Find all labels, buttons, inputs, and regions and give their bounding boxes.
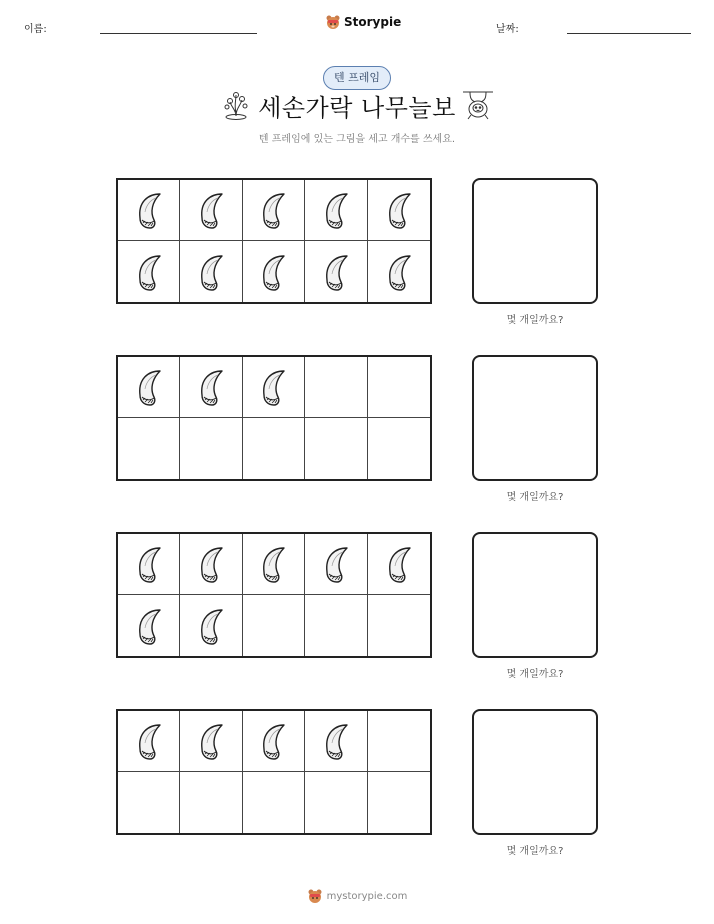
ten-frame [116,709,432,835]
claw-icon [256,544,290,584]
claw-icon [194,606,228,646]
ten-frame-cell [180,418,242,479]
claw-icon [194,721,228,761]
ten-frame-cell [243,772,305,833]
ten-frame-cell [118,180,180,241]
claw-icon [132,721,166,761]
claw-icon [382,190,416,230]
topic-badge: 텐 프레임 [323,66,391,90]
ten-frame-cell [243,711,305,772]
ten-frame-cell [118,241,180,302]
answer-box[interactable] [472,532,598,658]
logo-text: Storypie [344,15,402,29]
instructions: 텐 프레임에 있는 그림을 세고 개수를 쓰세요. [258,134,456,145]
ten-frame-cell [368,241,430,302]
claw-icon [319,544,353,584]
ten-frame-cell [118,711,180,772]
claw-icon [382,544,416,584]
count-question: 몇 개일까요? [506,669,564,680]
ten-frame-cell [180,241,242,302]
count-question: 몇 개일까요? [506,315,564,326]
ten-frame-cell [243,595,305,656]
footer-url: mystorypie.com [326,890,408,902]
answer-box[interactable] [472,709,598,835]
count-question: 몇 개일까요? [506,492,564,503]
ten-frame-cell [180,180,242,241]
ten-frame-cell [118,772,180,833]
date-label: 날짜: [496,24,519,35]
ten-frame [116,178,432,304]
claw-icon [256,252,290,292]
answer-box[interactable] [472,178,598,304]
claw-icon [256,721,290,761]
ten-frame-cell [180,772,242,833]
claw-icon [194,544,228,584]
claw-icon [132,606,166,646]
ten-frame-cell [243,241,305,302]
name-line[interactable] [100,33,257,34]
claw-icon [319,190,353,230]
ten-frame-cell [243,418,305,479]
claw-icon [132,544,166,584]
claw-icon [194,190,228,230]
ten-frame-cell [180,595,242,656]
ten-frame-cell [305,534,367,595]
ten-frame-cell [180,711,242,772]
ten-frame-cell [118,534,180,595]
ten-frame-cell [180,357,242,418]
claw-icon [319,252,353,292]
date-line[interactable] [567,33,691,34]
name-label: 이름: [24,24,47,35]
claw-icon [132,367,166,407]
storypie-logo [325,14,401,30]
storypie-bear-icon [325,14,341,30]
ten-frame-cell [368,180,430,241]
claw-icon [194,252,228,292]
ten-frame-cell [305,418,367,479]
ten-frame-cell [368,711,430,772]
ten-frame-cell [305,711,367,772]
claw-icon [132,190,166,230]
count-question: 몇 개일까요? [506,846,564,857]
ten-frame-cell [305,772,367,833]
ten-frame-cell [243,357,305,418]
sloth-icon [461,88,495,122]
ten-frame [116,355,432,481]
claw-icon [319,721,353,761]
ten-frame [116,532,432,658]
claw-icon [382,252,416,292]
ten-frame-cell [118,357,180,418]
answer-box[interactable] [472,355,598,481]
ten-frame-cell [305,180,367,241]
ten-frame-cell [243,534,305,595]
claw-icon [132,252,166,292]
ten-frame-cell [243,180,305,241]
footer [307,888,408,904]
ten-frame-cell [368,418,430,479]
claw-icon [256,367,290,407]
ten-frame-cell [305,595,367,656]
ten-frame-cell [368,595,430,656]
ten-frame-cell [118,595,180,656]
storypie-bear-icon [307,888,323,904]
ten-frame-cell [305,357,367,418]
ten-frame-cell [368,357,430,418]
ten-frame-cell [368,534,430,595]
ten-frame-cell [180,534,242,595]
claw-icon [256,190,290,230]
claw-icon [194,367,228,407]
ten-frame-cell [118,418,180,479]
ten-frame-cell [305,241,367,302]
page-title: 세손가락 나무늘보 [258,94,456,122]
ten-frame-cell [368,772,430,833]
